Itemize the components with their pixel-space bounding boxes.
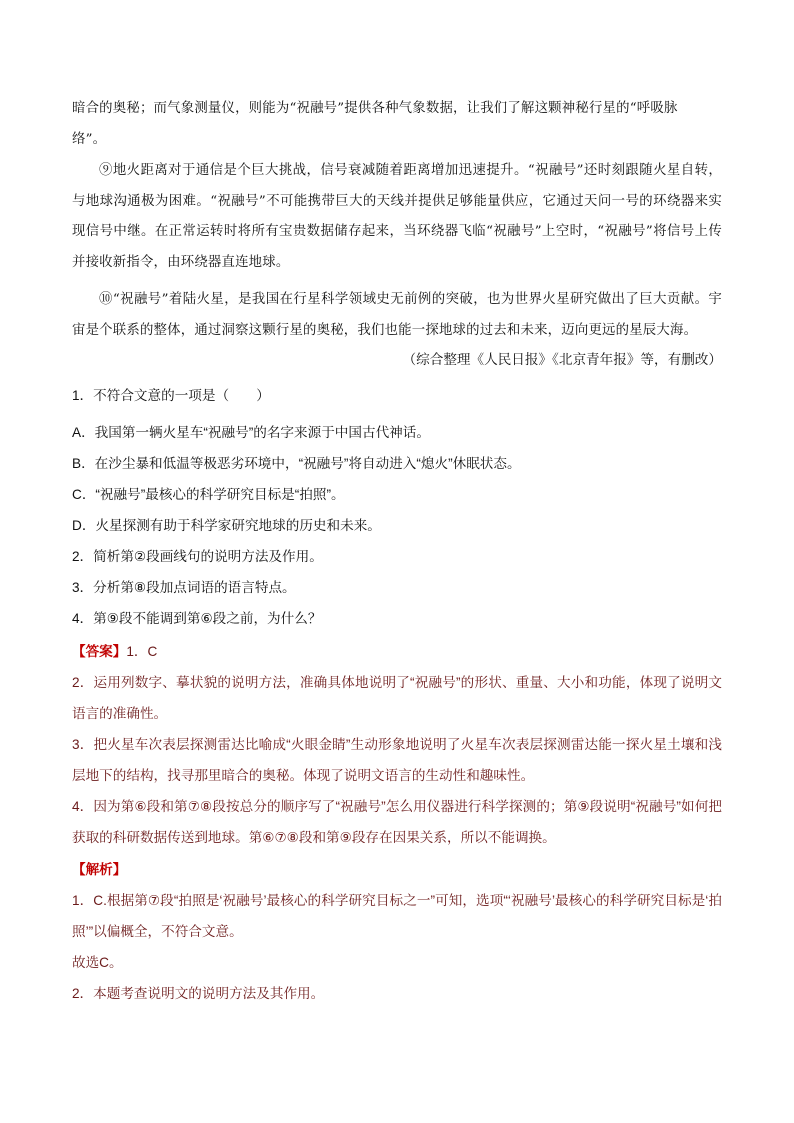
answer-line-1 <box>72 637 722 668</box>
option-c: C．“祝融号”最核心的科学研究目标是“拍照”。 <box>72 487 345 502</box>
article-paragraph-9: ⑨地火距离对于通信是个巨大挑战，信号衰减随着距离增加迅速提升。“祝融号”还时刻跟随火星自转，与地球沟通极为困难。“祝融号”不可能携带巨大的天线并提供足够能量供应，它通过天问一号的环绕器来实现信号中继。在正常运转时将所有宝贵数据储存起来，当环绕器飞临“祝融号”上空时，“祝融号”将信号上传并接收新指令，由环绕器直连地球。 <box>72 163 722 270</box>
analysis-1: 1．C.根据第⑦段“拍照是‘祝融号’最核心的科学研究目标之一”可知，选项“‘祝融号’最核心的科学研究目标是‘拍照’”以偏概全，不符合文意。 <box>72 893 722 939</box>
analysis-tag: 【解析】 <box>72 862 127 877</box>
article-line: 络”。 <box>72 132 107 147</box>
article-source: （综合整理《人民日报》《北京青年报》等，有删改） <box>402 352 722 367</box>
question-3: 3．分析第⑧段加点词语的语言特点。 <box>72 580 296 595</box>
answer-3: 3．把火星车次表层探测雷达比喻成“火眼金睛”生动形象地说明了火星车次表层探测雷达能一探火星土壤和浅层地下的结构，找寻那里暗合的奥秘。体现了说明文语言的生动性和趣味性。 <box>72 737 722 783</box>
analysis-1-conclusion: 故选C。 <box>72 955 123 970</box>
question-4: 4．第⑨段不能调到第⑥段之前，为什么？ <box>72 611 322 626</box>
option-b: B．在沙尘暴和低温等极恶劣环境中，“祝融号”将自动进入“熄火”休眠状态。 <box>72 456 521 471</box>
question-1: 1．不符合文意的一项是（ ） <box>72 388 270 403</box>
question-2: 2．简析第②段画线句的说明方法及作用。 <box>72 549 323 564</box>
article-paragraph-10: ⑩“祝融号”着陆火星，是我国在行星科学领域史无前例的突破，也为世界火星研究做出了巨大贡献。宇宙是个联系的整体，通过洞察这颗行星的奥秘，我们也能一探地球的过去和未来，迈向更远的星辰大海。 <box>72 292 722 338</box>
answer-tag: 【答案】 <box>72 644 127 659</box>
option-a: A．我国第一辆火星车“祝融号”的名字来源于中国古代神话。 <box>72 425 430 440</box>
option-d: D．火星探测有助于科学家研究地球的历史和未来。 <box>72 518 381 533</box>
answer-4: 4．因为第⑥段和第⑦⑧段按总分的顺序写了“祝融号”怎么用仪器进行科学探测的；第⑨段说明“祝融号”如何把获取的科研数据传送到地球。第⑥⑦⑧段和第⑨段存在因果关系，所以不能调换。 <box>72 799 722 845</box>
answer-1: 1．C <box>126 644 158 659</box>
article-line: 暗合的奥秘；而气象测量仪，则能为“祝融号”提供各种气象数据，让我们了解这颗神秘行星的“呼吸脉 <box>72 101 678 116</box>
analysis-2: 2．本题考查说明文的说明方法及其作用。 <box>72 986 325 1001</box>
answer-2: 2．运用列数字、摹状貌的说明方法，准确具体地说明了“祝融号”的形状、重量、大小和功能，体现了说明文语言的准确性。 <box>72 675 722 721</box>
analysis-tag-line <box>72 855 722 886</box>
